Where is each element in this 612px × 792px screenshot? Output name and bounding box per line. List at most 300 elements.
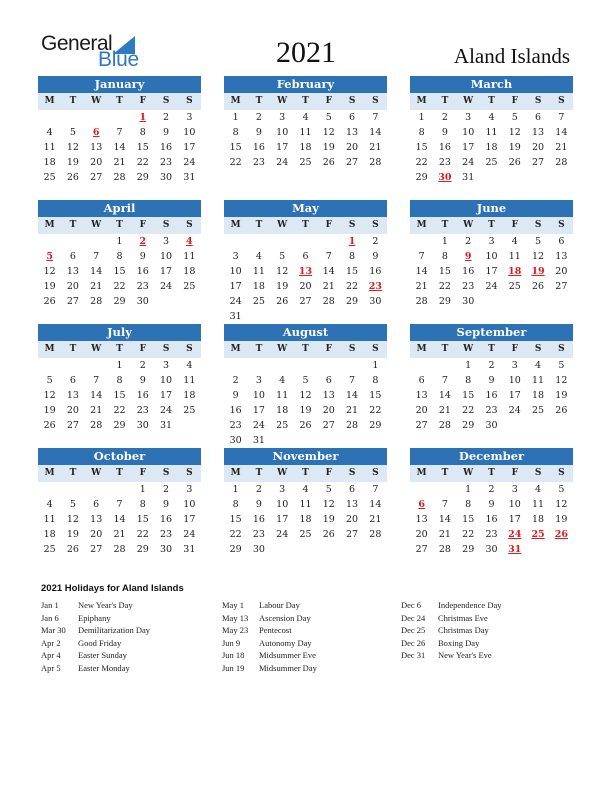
month-october: [38, 448, 201, 557]
day-cell: 22: [462, 529, 475, 540]
holiday-name: Autonomy Day: [259, 637, 312, 648]
holiday-entry: [401, 625, 501, 638]
day-cell: 20: [66, 281, 79, 292]
month-header: July: [38, 324, 201, 341]
day-cell: 24: [508, 405, 521, 416]
day-grid: [224, 234, 387, 324]
day-cell: 12: [43, 390, 56, 401]
day-cell: 5: [535, 236, 542, 247]
holiday-entry: [41, 613, 150, 626]
holiday-date: May 23: [222, 625, 249, 635]
holiday-date: Jan 1: [41, 600, 59, 610]
day-cell: 22: [369, 405, 382, 416]
day-cell: 27: [346, 157, 359, 168]
day-cell: 5: [511, 112, 518, 123]
day-cell: 23: [485, 529, 498, 540]
day-cell: 29: [438, 296, 451, 307]
weekday-label: M: [230, 96, 241, 106]
day-cell: 22: [136, 529, 149, 540]
weekday-label: T: [255, 96, 263, 106]
holiday-name: Pentecost: [259, 625, 292, 635]
weekday-label: S: [162, 96, 170, 106]
month-header: May: [224, 200, 387, 217]
month-header: February: [224, 76, 387, 93]
day-cell: 28: [555, 157, 568, 168]
weekday-label: S: [348, 344, 356, 354]
weekday-label: S: [162, 344, 170, 354]
holiday-date: Apr 4: [41, 650, 61, 660]
weekday-label: T: [441, 96, 449, 106]
weekday-label: W: [91, 468, 102, 478]
day-cell: 24: [462, 157, 475, 168]
month-header: August: [224, 324, 387, 341]
day-cell: 22: [229, 529, 242, 540]
weekday-label: T: [69, 468, 77, 478]
holiday-entry: [401, 600, 501, 613]
day-cell: 23: [160, 529, 173, 540]
day-cell: 27: [415, 420, 428, 431]
day-cell: 14: [113, 142, 126, 153]
empty-day-cell: [294, 358, 317, 373]
day-cell: 8: [232, 127, 239, 138]
logo-word-general: General: [41, 32, 113, 55]
day-cell: 14: [415, 266, 428, 277]
day-cell: 29: [462, 544, 475, 555]
empty-day-cell: [61, 482, 84, 497]
month-header: October: [38, 448, 201, 465]
holiday-entry: [222, 663, 317, 676]
holiday-entry: [41, 650, 150, 663]
day-cell: 11: [299, 127, 312, 138]
day-cell: 21: [322, 281, 335, 292]
day-cell: 14: [90, 266, 103, 277]
day-cell: 28: [346, 420, 359, 431]
day-cell: 6: [349, 112, 356, 123]
day-cell: 31: [160, 420, 173, 431]
day-cell: 26: [322, 157, 335, 168]
day-cell: 13: [415, 390, 428, 401]
weekday-label: F: [325, 220, 332, 230]
weekday-label: F: [139, 344, 146, 354]
day-cell: 3: [232, 251, 239, 262]
day-cell: 28: [113, 544, 126, 555]
day-cell: 15: [113, 390, 126, 401]
day-cell: 20: [555, 266, 568, 277]
weekday-label: M: [416, 220, 427, 230]
weekday-label: S: [162, 220, 170, 230]
day-cell: 10: [160, 375, 173, 386]
holiday-column: [222, 600, 317, 675]
weekday-label: T: [488, 220, 495, 230]
day-cell: 6: [325, 375, 332, 386]
weekday-label: T: [116, 344, 123, 354]
holiday-entry: [41, 638, 150, 651]
weekday-label: W: [277, 468, 288, 478]
holiday-name: Midsummer Day: [259, 662, 317, 673]
day-cell: 18: [276, 405, 289, 416]
day-cell: 16: [369, 266, 382, 277]
day-grid: [38, 234, 201, 309]
day-cell: 30: [485, 544, 498, 555]
weekday-header-row: [410, 93, 573, 110]
day-cell: 10: [183, 499, 196, 510]
month-header: November: [224, 448, 387, 465]
day-cell: 20: [346, 514, 359, 525]
holiday-day-cell: 6: [92, 127, 100, 138]
day-cell: 30: [136, 420, 149, 431]
holiday-name: Christmas Eve: [438, 612, 488, 623]
weekday-label: T: [488, 96, 495, 106]
day-cell: 25: [299, 529, 312, 540]
holiday-day-cell: 26: [554, 529, 568, 540]
day-cell: 30: [252, 544, 265, 555]
empty-day-cell: [271, 234, 294, 249]
day-cell: 28: [113, 172, 126, 183]
holiday-day-cell: 2: [139, 236, 147, 247]
weekday-label: S: [534, 96, 542, 106]
day-cell: 31: [183, 544, 196, 555]
day-cell: 20: [322, 405, 335, 416]
weekday-label: F: [511, 468, 518, 478]
day-cell: 28: [322, 296, 335, 307]
empty-day-cell: [61, 234, 84, 249]
day-cell: 12: [43, 266, 56, 277]
day-cell: 17: [462, 142, 475, 153]
day-cell: 11: [532, 375, 545, 386]
weekday-label: W: [463, 96, 474, 106]
day-cell: 7: [116, 127, 123, 138]
day-cell: 18: [299, 142, 312, 153]
day-cell: 24: [276, 529, 289, 540]
day-cell: 21: [438, 405, 451, 416]
day-cell: 30: [229, 435, 242, 446]
day-cell: 19: [43, 405, 56, 416]
day-cell: 10: [160, 251, 173, 262]
day-cell: 18: [252, 281, 265, 292]
day-cell: 29: [136, 544, 149, 555]
day-cell: 9: [139, 375, 146, 386]
weekday-label: W: [463, 468, 474, 478]
day-cell: 20: [415, 405, 428, 416]
empty-day-cell: [410, 358, 433, 373]
day-cell: 4: [535, 484, 542, 495]
day-cell: 17: [276, 514, 289, 525]
empty-day-cell: [38, 110, 61, 125]
day-cell: 13: [346, 127, 359, 138]
day-cell: 21: [555, 142, 568, 153]
day-cell: 25: [43, 544, 56, 555]
day-cell: 28: [90, 420, 103, 431]
day-cell: 26: [43, 296, 56, 307]
day-cell: 2: [163, 484, 170, 495]
day-cell: 30: [462, 296, 475, 307]
holiday-entry: [222, 613, 317, 626]
weekday-label: S: [372, 220, 379, 230]
empty-day-cell: [317, 358, 340, 373]
day-cell: 25: [252, 296, 265, 307]
empty-day-cell: [433, 358, 456, 373]
empty-day-cell: [61, 110, 84, 125]
weekday-label: M: [44, 468, 55, 478]
day-cell: 19: [322, 142, 335, 153]
day-cell: 2: [488, 360, 495, 371]
day-grid: [410, 358, 573, 433]
weekday-label: T: [302, 220, 309, 230]
weekday-header-row: [224, 217, 387, 234]
day-grid: [410, 110, 573, 185]
day-cell: 17: [485, 266, 498, 277]
weekday-label: T: [255, 468, 263, 478]
weekday-label: F: [511, 344, 518, 354]
day-cell: 29: [462, 420, 475, 431]
day-cell: 14: [113, 514, 126, 525]
day-cell: 22: [229, 157, 242, 168]
day-cell: 17: [160, 390, 173, 401]
weekday-label: T: [255, 220, 263, 230]
holiday-day-cell: 5: [46, 251, 53, 262]
day-cell: 27: [66, 420, 79, 431]
day-cell: 19: [66, 157, 79, 168]
day-cell: 25: [532, 405, 545, 416]
weekday-label: S: [186, 468, 193, 478]
holiday-entry: [41, 663, 150, 676]
month-january: [38, 76, 201, 185]
day-cell: 24: [160, 281, 173, 292]
holiday-date: Mar 30: [41, 625, 66, 635]
day-cell: 6: [302, 251, 309, 262]
day-cell: 27: [555, 281, 568, 292]
day-cell: 20: [66, 405, 79, 416]
day-cell: 31: [252, 435, 265, 446]
day-cell: 18: [485, 142, 498, 153]
day-cell: 27: [415, 544, 428, 555]
weekday-label: M: [416, 468, 427, 478]
day-cell: 1: [465, 484, 472, 495]
day-cell: 2: [372, 236, 379, 247]
day-cell: 17: [508, 514, 521, 525]
day-cell: 16: [485, 514, 498, 525]
day-cell: 3: [163, 360, 170, 371]
weekday-header-row: [38, 465, 201, 482]
month-june: [410, 200, 573, 309]
day-cell: 27: [532, 157, 545, 168]
day-cell: 9: [488, 375, 495, 386]
day-cell: 3: [186, 484, 193, 495]
day-cell: 23: [252, 529, 265, 540]
holiday-name: Demilitarization Day: [78, 625, 150, 635]
day-cell: 10: [276, 127, 289, 138]
day-cell: 24: [160, 405, 173, 416]
day-cell: 16: [438, 142, 451, 153]
day-cell: 31: [229, 311, 242, 322]
day-grid: [224, 110, 387, 170]
day-cell: 2: [255, 112, 262, 123]
calendar-year-title: 2021: [276, 36, 336, 69]
holiday-day-cell: 13: [298, 266, 313, 277]
day-cell: 21: [438, 529, 451, 540]
day-cell: 24: [485, 281, 498, 292]
holiday-day-cell: 6: [418, 499, 425, 510]
day-cell: 5: [558, 484, 565, 495]
day-cell: 26: [532, 281, 545, 292]
weekday-label: T: [488, 344, 495, 354]
day-cell: 4: [302, 112, 309, 123]
holiday-date: Jan 6: [41, 612, 59, 623]
holiday-date: Jun 18: [222, 650, 245, 660]
holiday-day-cell: 30: [438, 172, 452, 183]
weekday-label: T: [255, 344, 263, 354]
empty-day-cell: [224, 234, 247, 249]
day-cell: 19: [43, 281, 56, 292]
day-cell: 27: [90, 544, 103, 555]
day-cell: 1: [139, 484, 146, 495]
holiday-name: Easter Sunday: [78, 650, 127, 660]
day-cell: 23: [229, 420, 242, 431]
month-december: [410, 448, 573, 557]
weekday-label: T: [116, 220, 123, 230]
month-august: [224, 324, 387, 448]
day-cell: 5: [279, 251, 286, 262]
weekday-label: S: [372, 96, 379, 106]
day-cell: 24: [252, 420, 265, 431]
day-cell: 31: [462, 172, 475, 183]
day-cell: 19: [276, 281, 289, 292]
weekday-label: T: [69, 96, 77, 106]
day-cell: 8: [349, 251, 356, 262]
day-cell: 14: [369, 499, 382, 510]
day-cell: 7: [116, 499, 123, 510]
day-cell: 5: [46, 375, 53, 386]
empty-day-cell: [108, 482, 131, 497]
holiday-date: Dec 6: [401, 600, 422, 610]
day-cell: 3: [279, 112, 286, 123]
month-march: [410, 76, 573, 185]
weekday-label: W: [91, 220, 102, 230]
weekday-label: S: [558, 96, 565, 106]
month-header: June: [410, 200, 573, 217]
day-cell: 26: [276, 296, 289, 307]
day-cell: 25: [299, 157, 312, 168]
weekday-label: T: [302, 468, 309, 478]
day-cell: 12: [322, 499, 335, 510]
holiday-name: Good Friday: [78, 637, 122, 648]
day-cell: 4: [488, 112, 495, 123]
day-grid: [38, 482, 201, 557]
weekday-label: F: [511, 220, 518, 230]
day-cell: 25: [276, 420, 289, 431]
day-cell: 13: [532, 127, 545, 138]
day-cell: 29: [229, 544, 242, 555]
day-cell: 8: [372, 375, 379, 386]
day-cell: 23: [438, 157, 451, 168]
weekday-label: F: [139, 96, 146, 106]
day-cell: 14: [322, 266, 335, 277]
day-cell: 13: [555, 251, 568, 262]
empty-day-cell: [410, 234, 433, 249]
empty-day-cell: [85, 110, 108, 125]
day-cell: 28: [415, 296, 428, 307]
day-cell: 7: [349, 375, 356, 386]
day-cell: 12: [555, 499, 568, 510]
holiday-entry: [222, 650, 317, 663]
day-cell: 20: [415, 529, 428, 540]
day-cell: 18: [532, 390, 545, 401]
day-cell: 26: [555, 405, 568, 416]
weekday-label: S: [186, 220, 193, 230]
day-cell: 14: [346, 390, 359, 401]
day-cell: 26: [299, 420, 312, 431]
day-cell: 21: [369, 514, 382, 525]
day-cell: 25: [485, 157, 498, 168]
holiday-name: Easter Monday: [78, 662, 130, 673]
weekday-label: T: [488, 468, 495, 478]
day-cell: 25: [183, 405, 196, 416]
empty-day-cell: [61, 358, 84, 373]
weekday-label: S: [558, 344, 565, 354]
day-cell: 1: [418, 112, 425, 123]
weekday-label: W: [463, 220, 474, 230]
day-cell: 28: [438, 420, 451, 431]
day-cell: 13: [346, 499, 359, 510]
weekday-label: T: [441, 344, 449, 354]
day-cell: 18: [532, 514, 545, 525]
holiday-day-cell: 24: [508, 529, 522, 540]
day-cell: 19: [508, 142, 521, 153]
empty-day-cell: [410, 482, 433, 497]
day-cell: 25: [508, 281, 521, 292]
day-cell: 1: [116, 236, 123, 247]
day-cell: 15: [136, 514, 149, 525]
weekday-header-row: [224, 465, 387, 482]
day-cell: 4: [511, 236, 518, 247]
day-cell: 30: [369, 296, 382, 307]
day-cell: 20: [299, 281, 312, 292]
day-cell: 17: [183, 142, 196, 153]
month-header: September: [410, 324, 573, 341]
day-cell: 3: [279, 484, 286, 495]
weekday-header-row: [224, 341, 387, 358]
day-cell: 14: [438, 390, 451, 401]
holiday-name: Christmas Day: [438, 625, 489, 635]
empty-day-cell: [247, 234, 270, 249]
day-cell: 19: [555, 390, 568, 401]
day-cell: 17: [276, 142, 289, 153]
empty-day-cell: [271, 358, 294, 373]
day-cell: 11: [276, 390, 289, 401]
holiday-day-cell: 31: [508, 544, 522, 555]
day-grid: [38, 358, 201, 433]
day-cell: 30: [160, 544, 173, 555]
day-cell: 16: [136, 266, 149, 277]
month-header: April: [38, 200, 201, 217]
day-cell: 26: [508, 157, 521, 168]
day-cell: 8: [232, 499, 239, 510]
day-cell: 24: [183, 529, 196, 540]
day-cell: 2: [232, 375, 239, 386]
day-cell: 13: [90, 514, 103, 525]
day-cell: 9: [372, 251, 379, 262]
day-cell: 13: [66, 390, 79, 401]
day-cell: 29: [415, 172, 428, 183]
day-cell: 17: [252, 405, 265, 416]
day-cell: 21: [346, 405, 359, 416]
day-cell: 11: [485, 127, 498, 138]
day-cell: 16: [160, 514, 173, 525]
weekday-label: S: [372, 468, 379, 478]
month-november: [224, 448, 387, 557]
day-cell: 2: [488, 484, 495, 495]
day-cell: 3: [163, 236, 170, 247]
